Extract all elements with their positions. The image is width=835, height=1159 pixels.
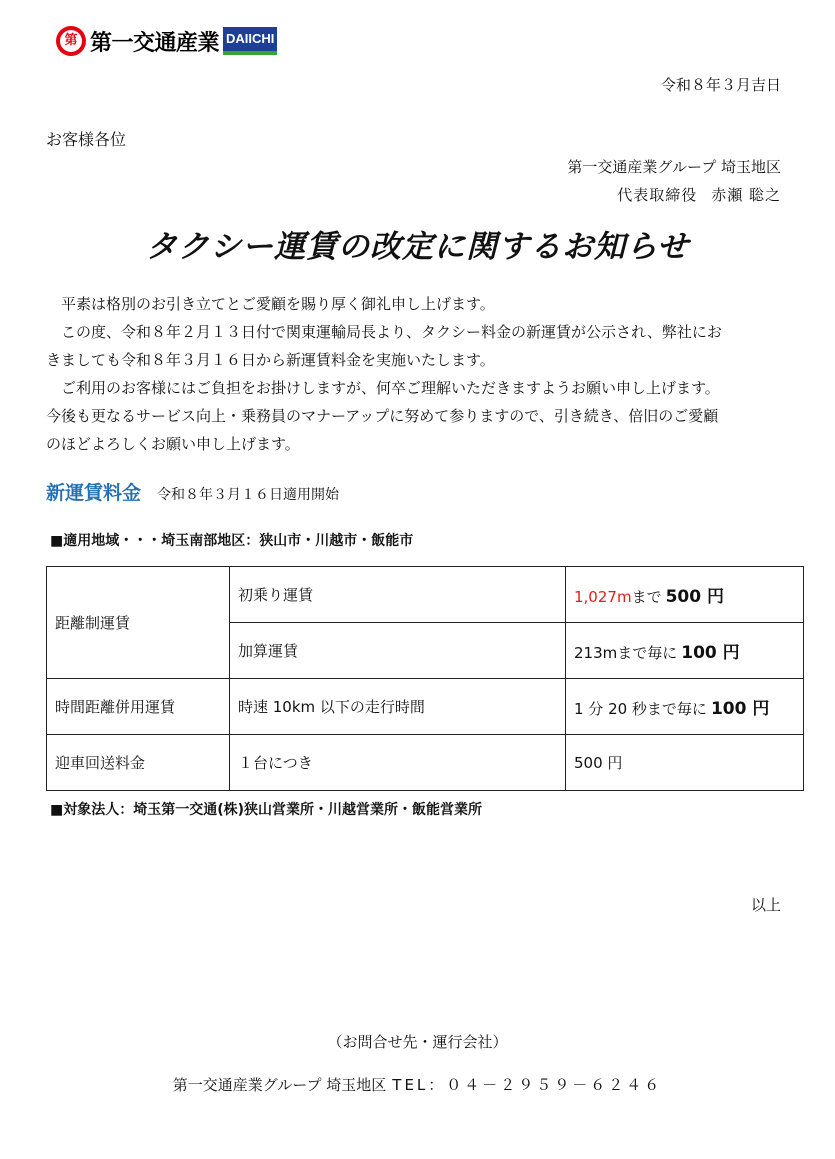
table-cell-item: １台につき [230, 735, 566, 791]
time-prefix: 1 分 20 秒まで毎に [574, 700, 707, 718]
table-cell-category: 迎車回送料金 [47, 735, 230, 791]
table-cell-value [566, 567, 804, 623]
company-logo [56, 24, 277, 58]
notice-date: 令和８年３月吉日 [660, 76, 781, 94]
table-cell-value: 500 円 [566, 735, 804, 791]
table-row [47, 567, 804, 623]
body-line: ご利用のお客様にはご負担をお掛けしますが、何卒ご理解いただきますようお願い申し上げます。 [46, 379, 720, 397]
table-cell-value [566, 623, 804, 679]
sender-representative [617, 184, 781, 205]
body-line: この度、令和８年２月１３日付で関東運輸局長より、タクシー料金の新運賃が公示され、弊社にお [46, 323, 722, 341]
initial-distance: 1,027m [574, 588, 632, 606]
contact-company: 第一交通産業グループ 埼玉地区 [172, 1076, 387, 1094]
fare-section-title: 新運賃料金 [46, 482, 142, 504]
closing-mark: 以上 [750, 896, 781, 914]
table-cell-item: 加算運賃 [230, 623, 566, 679]
contact-info [0, 1074, 835, 1095]
additional-fare: 100 円 [681, 643, 740, 663]
applicable-area: ■適用地域・・・埼玉南部地区：狭山市・川越市・飯能市 [50, 533, 414, 549]
table-cell-value [566, 679, 804, 735]
fare-table [46, 566, 804, 791]
initial-fare: 500 円 [665, 587, 724, 607]
fare-effective-date: 令和８年３月１６日適用開始 [157, 487, 340, 503]
body-line: 平素は格別のお引き立てとご愛顧を賜り厚く御礼申し上げます。 [46, 295, 495, 313]
fare-heading [46, 478, 339, 505]
page-title: タクシー運賃の改定に関するお知らせ [145, 229, 690, 265]
initial-suffix: まで [631, 588, 662, 606]
representative-name: 赤瀬 聡之 [711, 186, 781, 204]
logo-mark-text: 第 [60, 30, 82, 52]
logo-name: 第一交通産業 [90, 30, 220, 56]
body-line: 今後も更なるサービス向上・乗務員のマナーアップに努めて参りますので、引き続き、倍旧のご愛顧 [46, 407, 719, 425]
representative-title: 代表取締役 [617, 186, 698, 204]
body-line: のほどよろしくお願い申し上げます。 [46, 435, 300, 453]
logo-mark-icon [56, 26, 86, 56]
table-cell-item: 初乗り運賃 [230, 567, 566, 623]
body-line: きましても令和８年３月１６日から新運賃料金を実施いたします。 [46, 351, 495, 369]
table-row [47, 735, 804, 791]
additional-prefix: 213mまで毎に [574, 644, 678, 662]
table-cell-category: 距離制運賃 [47, 567, 230, 679]
contact-label: （お問合せ先・運行会社） [327, 1033, 508, 1051]
table-cell-category: 時間距離併用運賃 [47, 679, 230, 735]
table-row [47, 679, 804, 735]
greeting: お客様各位 [46, 130, 127, 149]
target-corporations: ■対象法人：埼玉第一交通(株)狭山営業所・川越営業所・飯能営業所 [50, 802, 483, 818]
contact-tel: TEL：０４－２９５９－６２４６ [392, 1076, 663, 1094]
sender-company: 第一交通産業グループ 埼玉地区 [567, 158, 781, 176]
logo-badge: DAIICHI [223, 27, 277, 55]
time-fare: 100 円 [710, 699, 770, 719]
notice-body [46, 290, 796, 458]
table-cell-item: 時速 10km 以下の走行時間 [230, 679, 566, 735]
